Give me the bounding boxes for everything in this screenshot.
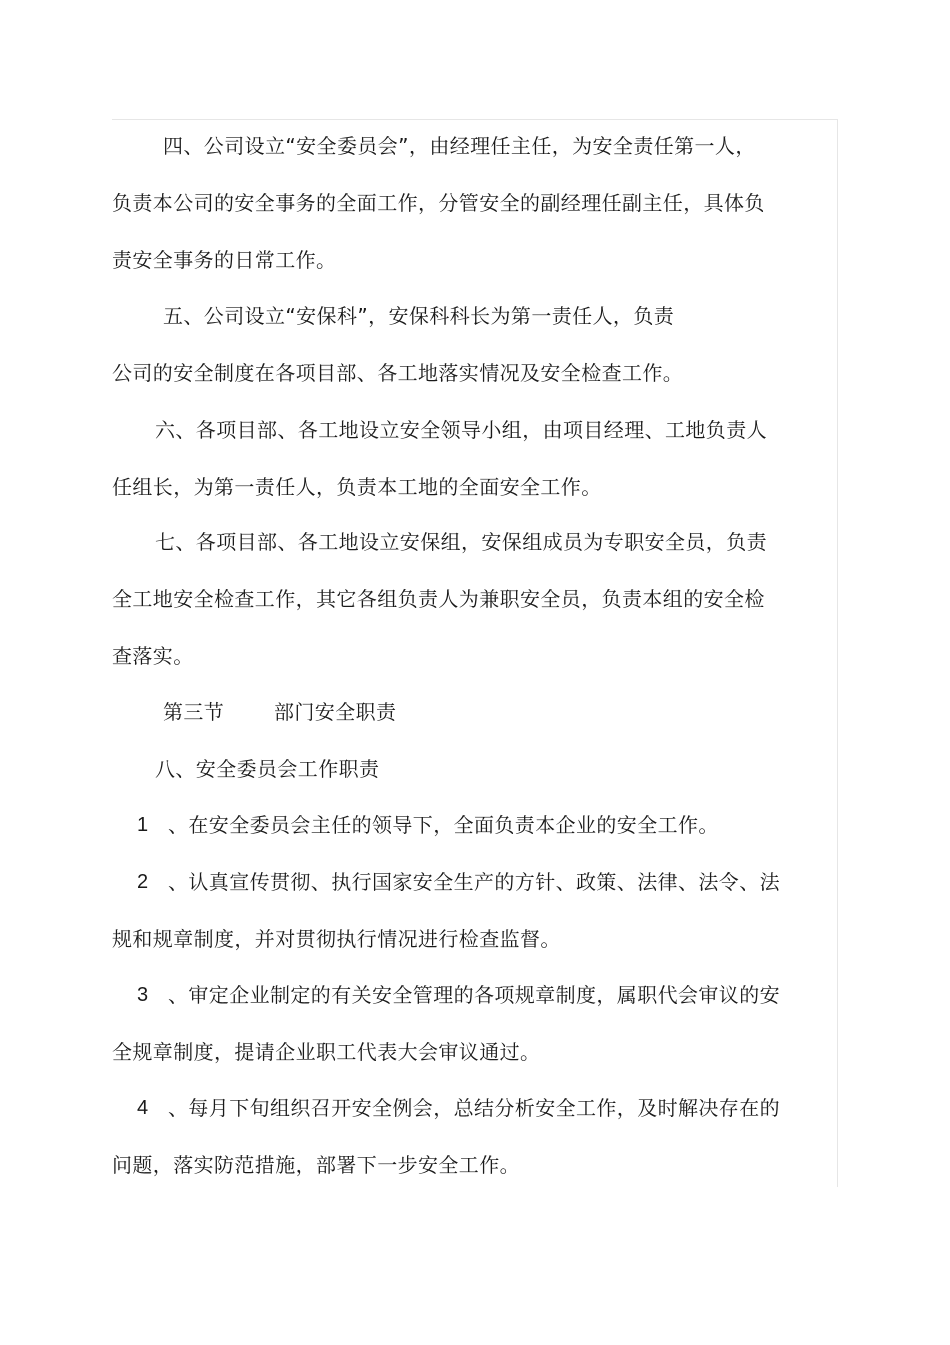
paragraph-4-line-3: 责安全事务的日常工作。 [112,248,337,272]
paragraph-5-line-1: 五、公司设立“安保科”，安保科科长为第一责任人，负责 [163,304,675,328]
page-border-top [112,119,838,120]
list-item-1-line-1: 、在安全委员会主任的领导下，全面负责本企业的安全工作。 [168,813,719,837]
list-item-4-line-2: 问题，落实防范措施，部署下一步安全工作。 [112,1153,520,1177]
list-number-4: 4 [137,1097,149,1119]
section-title: 部门安全职责 [274,700,397,724]
list-item-4-line-1: 、每月下旬组织召开安全例会，总结分析安全工作，及时解决存在的 [168,1096,780,1120]
paragraph-5-line-2: 公司的安全制度在各项目部、各工地落实情况及安全检查工作。 [112,361,684,385]
paragraph-6-line-2: 任组长，为第一责任人，负责本工地的全面安全工作。 [112,475,602,499]
list-item-3-line-1: 、审定企业制定的有关安全管理的各项规章制度，属职代会审议的安 [168,983,780,1007]
paragraph-7-line-2: 全工地安全检查工作，其它各组负责人为兼职安全员，负责本组的安全检 [112,587,765,611]
paragraph-7-line-3: 查落实。 [112,644,194,668]
paragraph-4-line-1: 四、公司设立“安全委员会”，由经理任主任，为安全责任第一人， [163,134,756,158]
list-number-1: 1 [137,814,149,836]
page-border-right [837,119,838,1187]
list-item-2-line-2: 规和规章制度，并对贯彻执行情况进行检查监督。 [112,927,561,951]
paragraph-4-line-2: 负责本公司的安全事务的全面工作，分管安全的副经理任副主任，具体负 [112,191,765,215]
list-number-3: 3 [137,984,149,1006]
list-item-3-line-2: 全规章制度，提请企业职工代表大会审议通过。 [112,1040,541,1064]
section-number: 第三节 [163,700,225,724]
paragraph-6-line-1: 六、各项目部、各工地设立安全领导小组，由项目经理、工地负责人 [155,418,767,442]
list-number-2: 2 [137,871,149,893]
paragraph-7-line-1: 七、各项目部、各工地设立安保组，安保组成员为专职安全员，负责 [155,530,767,554]
list-item-2-line-1: 、认真宣传贯彻、执行国家安全生产的方针、政策、法律、法令、法 [168,870,780,894]
item-8-heading: 八、安全委员会工作职责 [155,757,380,781]
